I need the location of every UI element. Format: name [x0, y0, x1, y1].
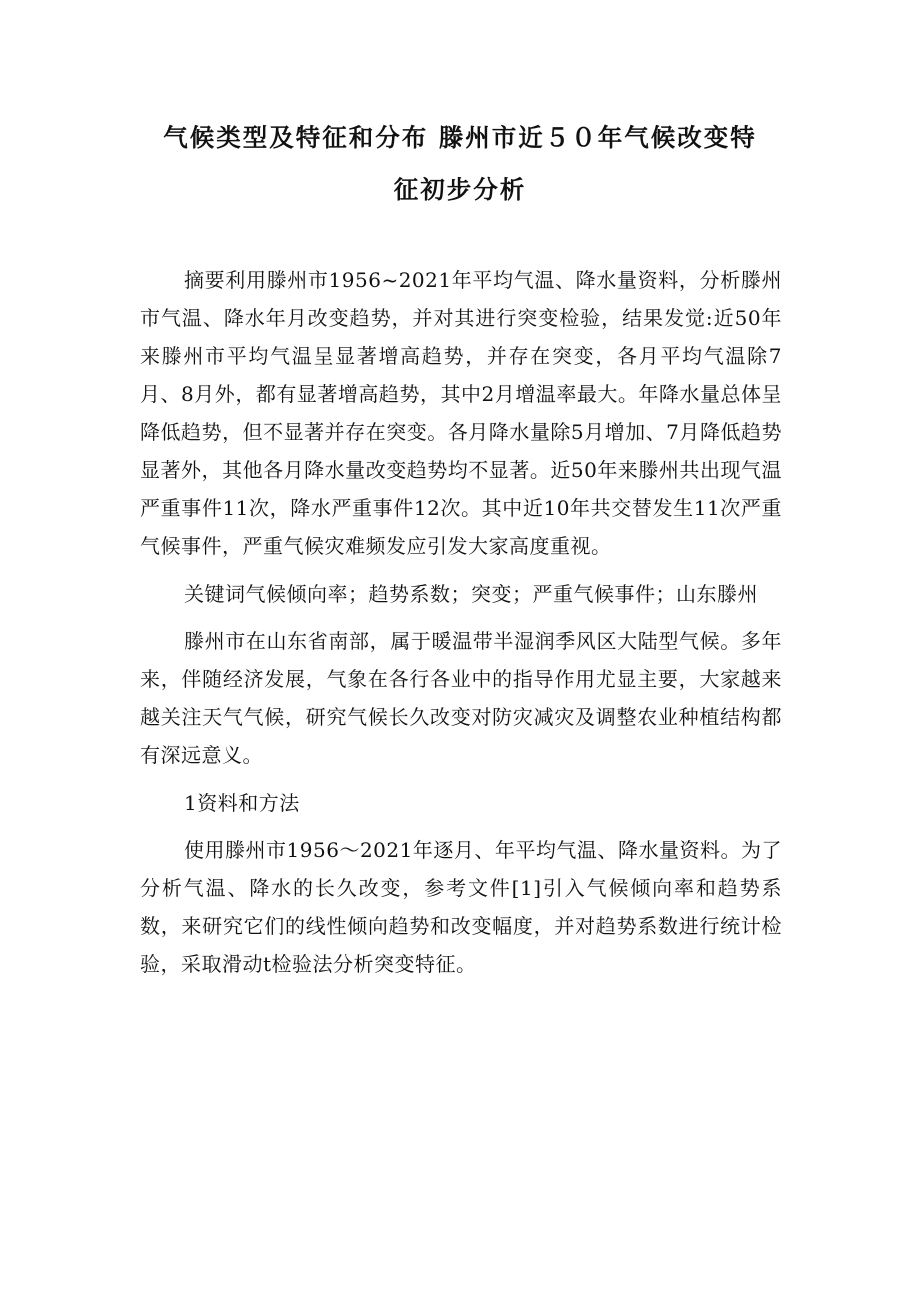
document-title — [110, 112, 810, 216]
methods-paragraph: 使用滕州市1956～2021年逐月、年平均气温、降水量资料。为了分析气温、降水的长久改变，参考文件[1]引入气候倾向率和趋势系数，来研究它们的线性倾向趋势和改变幅度，并对趋势系数进行统计检验，采取滑动t检验法分析突变特征。 — [140, 838, 782, 976]
document-body — [140, 261, 782, 993]
keywords-paragraph: 关键词气候倾向率；趋势系数；突变；严重气候事件；山东滕州 — [184, 581, 758, 606]
title-line: 气候类型及特征和分布 滕州市近５０年气候改变特 — [163, 123, 757, 152]
section-heading: 1资料和方法 — [184, 790, 300, 815]
intro-paragraph: 滕州市在山东省南部，属于暖温带半湿润季风区大陆型气候。多年来，伴随经济发展，气象在各行各业中的指导作用尤显主要，大家越来越关注天气气候，研究气候长久改变对防灾减灾及调整农业种植结构都有深远意义。 — [140, 629, 782, 767]
title-line: 征初步分析 — [393, 175, 527, 204]
abstract-paragraph: 摘要利用滕州市1956~2021年平均气温、降水量资料，分析滕州市气温、降水年月改变趋势，并对其进行突变检验，结果发觉:近50年来滕州市平均气温呈显著增高趋势，并存在突变，各月平均气温除7月、8月外，都有显著增高趋势，其中2月增温率最大。年降水量总体呈降低趋势，但不显著并存在突变。各月降水量除5月增加、7月降低趋势显著外，其他各月降水量改变趋势均不显著。近50年来滕州共出现气温严重事件11次，降水严重事件12次。其中近10年共交替发生11次严重气候事件，严重气候灾难频发应引发大家高度重视。 — [140, 268, 782, 558]
